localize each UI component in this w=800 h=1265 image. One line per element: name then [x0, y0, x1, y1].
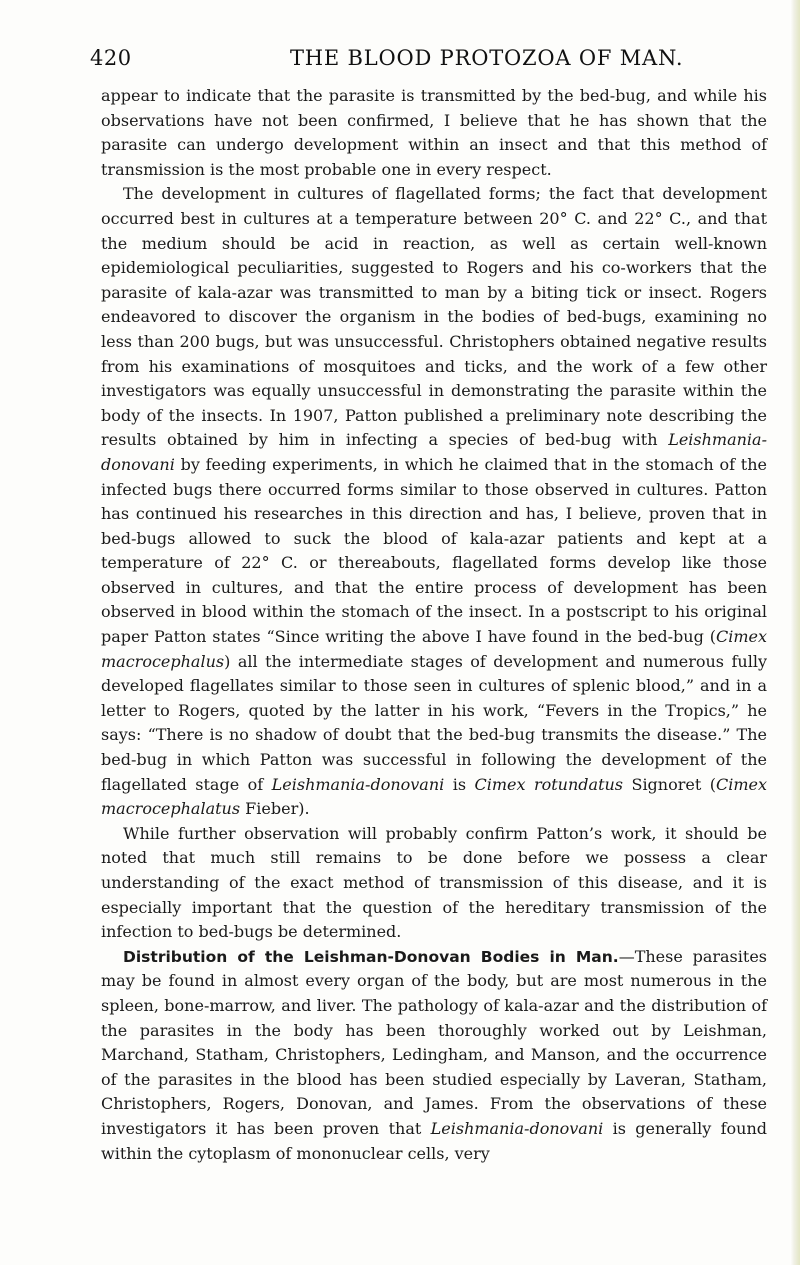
- page-number: 420: [90, 46, 132, 70]
- text-run: The development in cultures of flagellated forms; the fact that development occurred best in cultures at a temperature between 20° C. and 22° C., and that the medium should be acid in reaction, as well as certain well-known epidemiological peculiarities, suggested to Rogers and his co-workers that the parasite of kala-azar was transmitted to man by a biting tick or insect. Rogers endeavored to discover the organism in the bodies of bed-bugs, examining no less than 200 bugs, but was unsuccessful. Christophers obtained negative results from his examinations of mosquitoes and ticks, and the work of a few other investigators was equally unsuccessful in demonstrating the parasite within the body of the insects. In 1907, Patton published a preliminary note describing the results obtained by him in infecting a species of bed-bug with: [101, 184, 767, 450]
- text-run: Signoret (: [623, 774, 716, 794]
- body-text: [101, 84, 767, 1166]
- italic-term: Cimex rotundatus: [474, 774, 624, 794]
- paragraph-1: [101, 84, 767, 182]
- paragraph-2: [101, 182, 767, 821]
- text-run: ) all the intermediate stages of development and numerous fully developed flagellates similar to those seen in cultures of splenic blood,” and in a letter to Rogers, quoted by the latter in his work, “Fevers in the Tropics,” he says: “There is no shadow of doubt that the bed-bug transmits the disease.” The bed-bug in which Patton was successful in following the development of the flagellated stage of: [101, 651, 767, 794]
- section-heading: Distribution of the Leishman-Donovan Bodies in Man.: [123, 947, 619, 966]
- italic-term: Leishmania-donovani: [101, 430, 767, 474]
- page-header: [90, 46, 780, 76]
- text-run: is: [444, 774, 475, 794]
- paragraph-4: [101, 945, 767, 1166]
- text-run: by feeding experiments, in which he claimed that in the stomach of the infected bugs there occurred forms similar to those observed in cultures. Patton has continued his researches in this direction and has, I believe, proven that in bed-bugs allowed to suck the blood of kala-azar patients and kept at a temperature of 22° C. or thereabouts, flagellated forms develop like those observed in cultures, and that the entire process of development has been observed in blood within the stomach of the insect. In a postscript to his original paper Patton states “Since writing the above I have found in the bed-bug (: [101, 454, 767, 647]
- text-run: is generally found within the cytoplasm of mononuclear cells, very: [101, 1118, 768, 1163]
- running-head: THE BLOOD PROTOZOA OF MAN.: [290, 46, 684, 70]
- italic-term: Leishmania-donovani: [271, 774, 445, 794]
- text-run: appear to indicate that the parasite is transmitted by the bed-bug, and while his observations have not been confirmed, I believe that he has shown that the parasite can undergo development within an insect and that this method of transmission is the most probable one in every respect.: [101, 86, 767, 179]
- paragraph-3: [101, 822, 767, 945]
- text-run: Fieber).: [240, 799, 310, 819]
- text-run: —These parasites may be found in almost every organ of the body, but are most numerous in the spleen, bone-marrow, and liver. The pathology of kala-azar and the distribution of the parasites in the body has been thoroughly worked out by Leishman, Marchand, Statham, Christophers, Ledingham, and Manson, and the occurrence of the parasites in the blood has been studied especially by Laveran, Statham, Christophers, Rogers, Donovan, and James. From the observations of these investigators it has been proven that: [101, 946, 767, 1138]
- page-edge: [790, 0, 800, 1265]
- italic-term: Cimex macrocephalus: [101, 627, 767, 671]
- italic-term: Leishmania-donovani: [430, 1118, 604, 1138]
- text-run: While further observation will probably confirm Patton’s work, it should be noted that much still remains to be done before we possess a clear understanding of the exact method of transmission of this disease, and it is especially important that the question of the hereditary transmission of the infection to bed-bugs be determined.: [101, 823, 767, 942]
- italic-term: Cimex macrocephalatus: [101, 774, 768, 819]
